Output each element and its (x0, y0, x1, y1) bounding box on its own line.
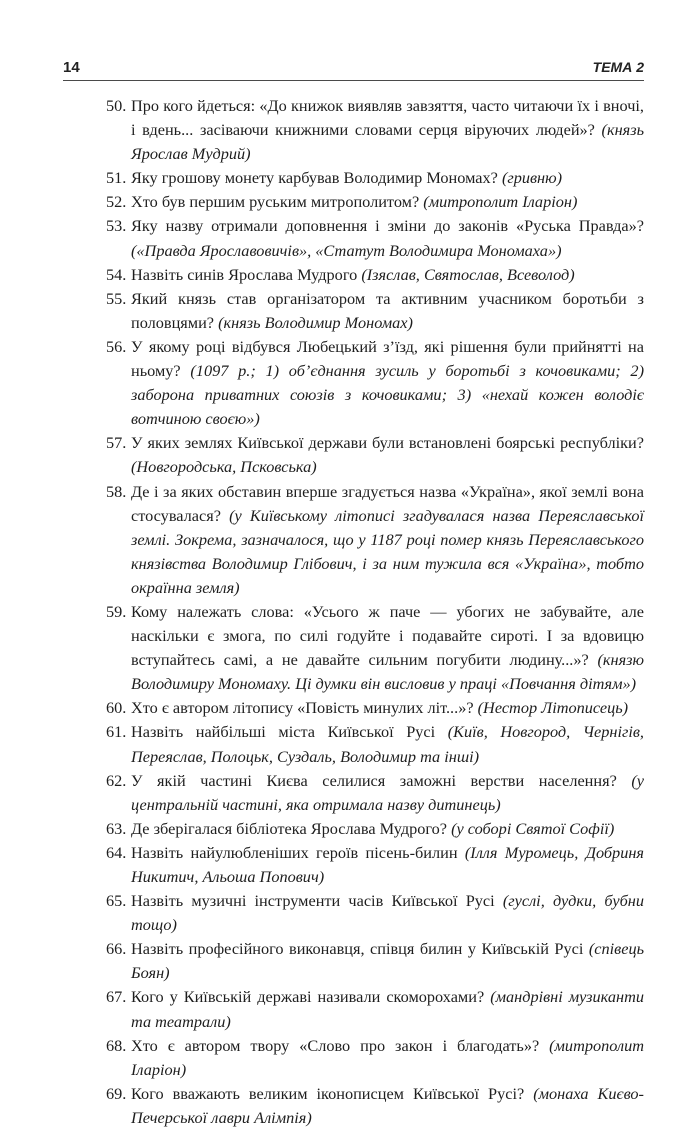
answer-text: (співець Боян) (131, 939, 644, 983)
answer-text: (гуслі, дудки, бубни тощо) (131, 891, 644, 935)
question-number: 59. (106, 601, 127, 621)
question-number: 56. (106, 336, 127, 356)
answer-text: (Ілля Муромець, Добриня Никитич, Альоша Попович) (131, 842, 644, 886)
question-item (106, 190, 644, 214)
question-number: 65. (106, 891, 127, 911)
question-number: 69. (106, 1083, 127, 1103)
question-number: 61. (106, 722, 127, 742)
answer-text: (1097 р.; 1) об’єднання зусиль у боротьбі з кочовиками; 2) заборона приватних союзів з кочовиками; 3) «нехай кожен володіє вотчиною своєю») (131, 361, 644, 429)
question-item (106, 937, 644, 985)
question-item (106, 985, 644, 1033)
question-item (106, 263, 644, 287)
answer-text: (Нестор Літописець) (477, 698, 629, 718)
question-number: 64. (106, 842, 127, 862)
question-item (106, 431, 644, 479)
question-list (106, 94, 644, 1130)
answer-text: (князю Володимиру Мономаху. Ці думки він висловив у праці «Повчання дітям») (131, 650, 644, 694)
question-item (106, 214, 644, 262)
question-number: 67. (106, 987, 127, 1007)
question-item (106, 335, 644, 431)
answer-text: (митрополит Іларіон) (423, 192, 578, 212)
question-item (106, 600, 644, 696)
question-text: Хто є автором літопису «Повість минулих літ...»? (131, 698, 478, 718)
answer-text: (митрополит Іларіон) (131, 1035, 644, 1079)
question-number: 52. (106, 192, 127, 212)
question-text: Де зберігалася бібліотека Ярослава Мудрого? (131, 818, 452, 838)
answer-text: (гривню) (501, 168, 563, 188)
question-text: У якому році відбувся Любецький з’їзд, які рішення були прийнятті на ньому? (131, 336, 644, 381)
question-text: Назвіть синів Ярослава Мудрого (131, 264, 362, 284)
answer-text: (Ізяслав, Святослав, Всеволод) (361, 264, 575, 284)
answer-text: (у Київському літописі згадувалася назва Переяславської землі. Зокрема, зазначалося, що у 1187 році помер князь Переяславського князівства Володимир Глібович, і за ним тужила вся «Україна», тобто окраїнна земля) (131, 505, 644, 597)
question-text: Назвіть найулюбленіших героїв пісень-билин (131, 842, 465, 862)
answer-text: (монаха Києво-Печерської лаври Алімпія) (131, 1083, 644, 1127)
question-number: 68. (106, 1035, 127, 1055)
question-number: 50. (106, 96, 127, 115)
answer-text: (Київ, Новгород, Чернігів, Переяслав, Полоцьк, Суздаль, Володимир та інші) (131, 722, 644, 766)
question-item (106, 480, 644, 600)
answer-text: (у соборі Святої Софії) (451, 818, 615, 838)
question-text: Кого у Київській державі називали скоморохами? (131, 987, 491, 1007)
question-item (106, 166, 644, 190)
question-text: У яких землях Київської держави були встановлені боярські республіки? (131, 433, 644, 453)
question-text: Яку грошову монету карбував Володимир Мономах? (131, 168, 502, 188)
answer-text: (князь Володимир Мономах) (218, 312, 413, 332)
question-item (106, 889, 644, 937)
question-text: Назвіть професійного виконавця, співця билин у Київській Русі (131, 939, 589, 959)
page-number: 14 (63, 59, 80, 76)
page-header (63, 58, 644, 81)
question-number: 66. (106, 939, 127, 959)
question-item (106, 287, 644, 335)
question-item (106, 1082, 644, 1130)
question-text: Де і за яких обставин вперше згадується назва «Україна», якої землі вона стосувалася? (131, 481, 644, 525)
question-number: 53. (106, 216, 127, 236)
question-item (106, 696, 644, 720)
question-text: Який князь став організатором та активним учасником боротьби з половцями? (131, 288, 644, 332)
answer-text: (мандрівні музиканти та театрали) (131, 987, 645, 1031)
question-item (106, 94, 644, 166)
question-item (106, 720, 644, 768)
question-number: 63. (106, 818, 127, 838)
question-text: У якій частині Києва селилися заможні верстви населення? (131, 770, 632, 790)
question-item (106, 841, 644, 889)
question-text: Про кого йдеться: «До книжок виявляв завзяття, часто читаючи їх і вночі, і вдень... засіваючи книжними словами серця віруючих людей»? (131, 96, 644, 140)
question-text: Яку назву отримали доповнення і зміни до законів «Руська Правда»? (131, 216, 644, 236)
question-text: Назвіть музичні інструменти часів Київської Русі (131, 891, 503, 911)
question-number: 51. (106, 168, 127, 188)
question-text: Кого вважають великим іконописцем Київської Русі? (131, 1083, 534, 1103)
question-item (106, 1034, 644, 1082)
question-text: Хто був першим руським митрополитом? (131, 192, 424, 212)
answer-text: (у центральній частині, яка отримала назву дитинець) (131, 770, 644, 814)
answer-text: (князь Ярослав Мудрий) (131, 120, 644, 164)
question-text: Назвіть найбільші міста Київської Русі (131, 722, 448, 742)
section-title: ТЕМА 2 (592, 59, 644, 75)
question-number: 62. (106, 770, 127, 790)
answer-text: («Правда Ярославовичів», «Статут Володимира Мономаха») (131, 240, 562, 260)
question-item (106, 769, 644, 817)
question-number: 54. (106, 264, 127, 284)
question-number: 58. (106, 481, 127, 501)
question-number: 57. (106, 433, 127, 453)
question-text: Хто є автором твору «Слово про закон і благодать»? (131, 1035, 550, 1055)
question-number: 55. (106, 288, 127, 308)
question-number: 60. (106, 698, 127, 718)
answer-text: (Новгородська, Псковська) (131, 457, 317, 477)
question-text: Кому належать слова: «Усього ж паче — убогих не забувайте, але наскільки є змога, по силі годуйте і подавайте сироті. І за вдовицю вступайтесь самі, а не давайте сильним погубити людину...»? (131, 601, 644, 670)
question-item (106, 817, 644, 841)
